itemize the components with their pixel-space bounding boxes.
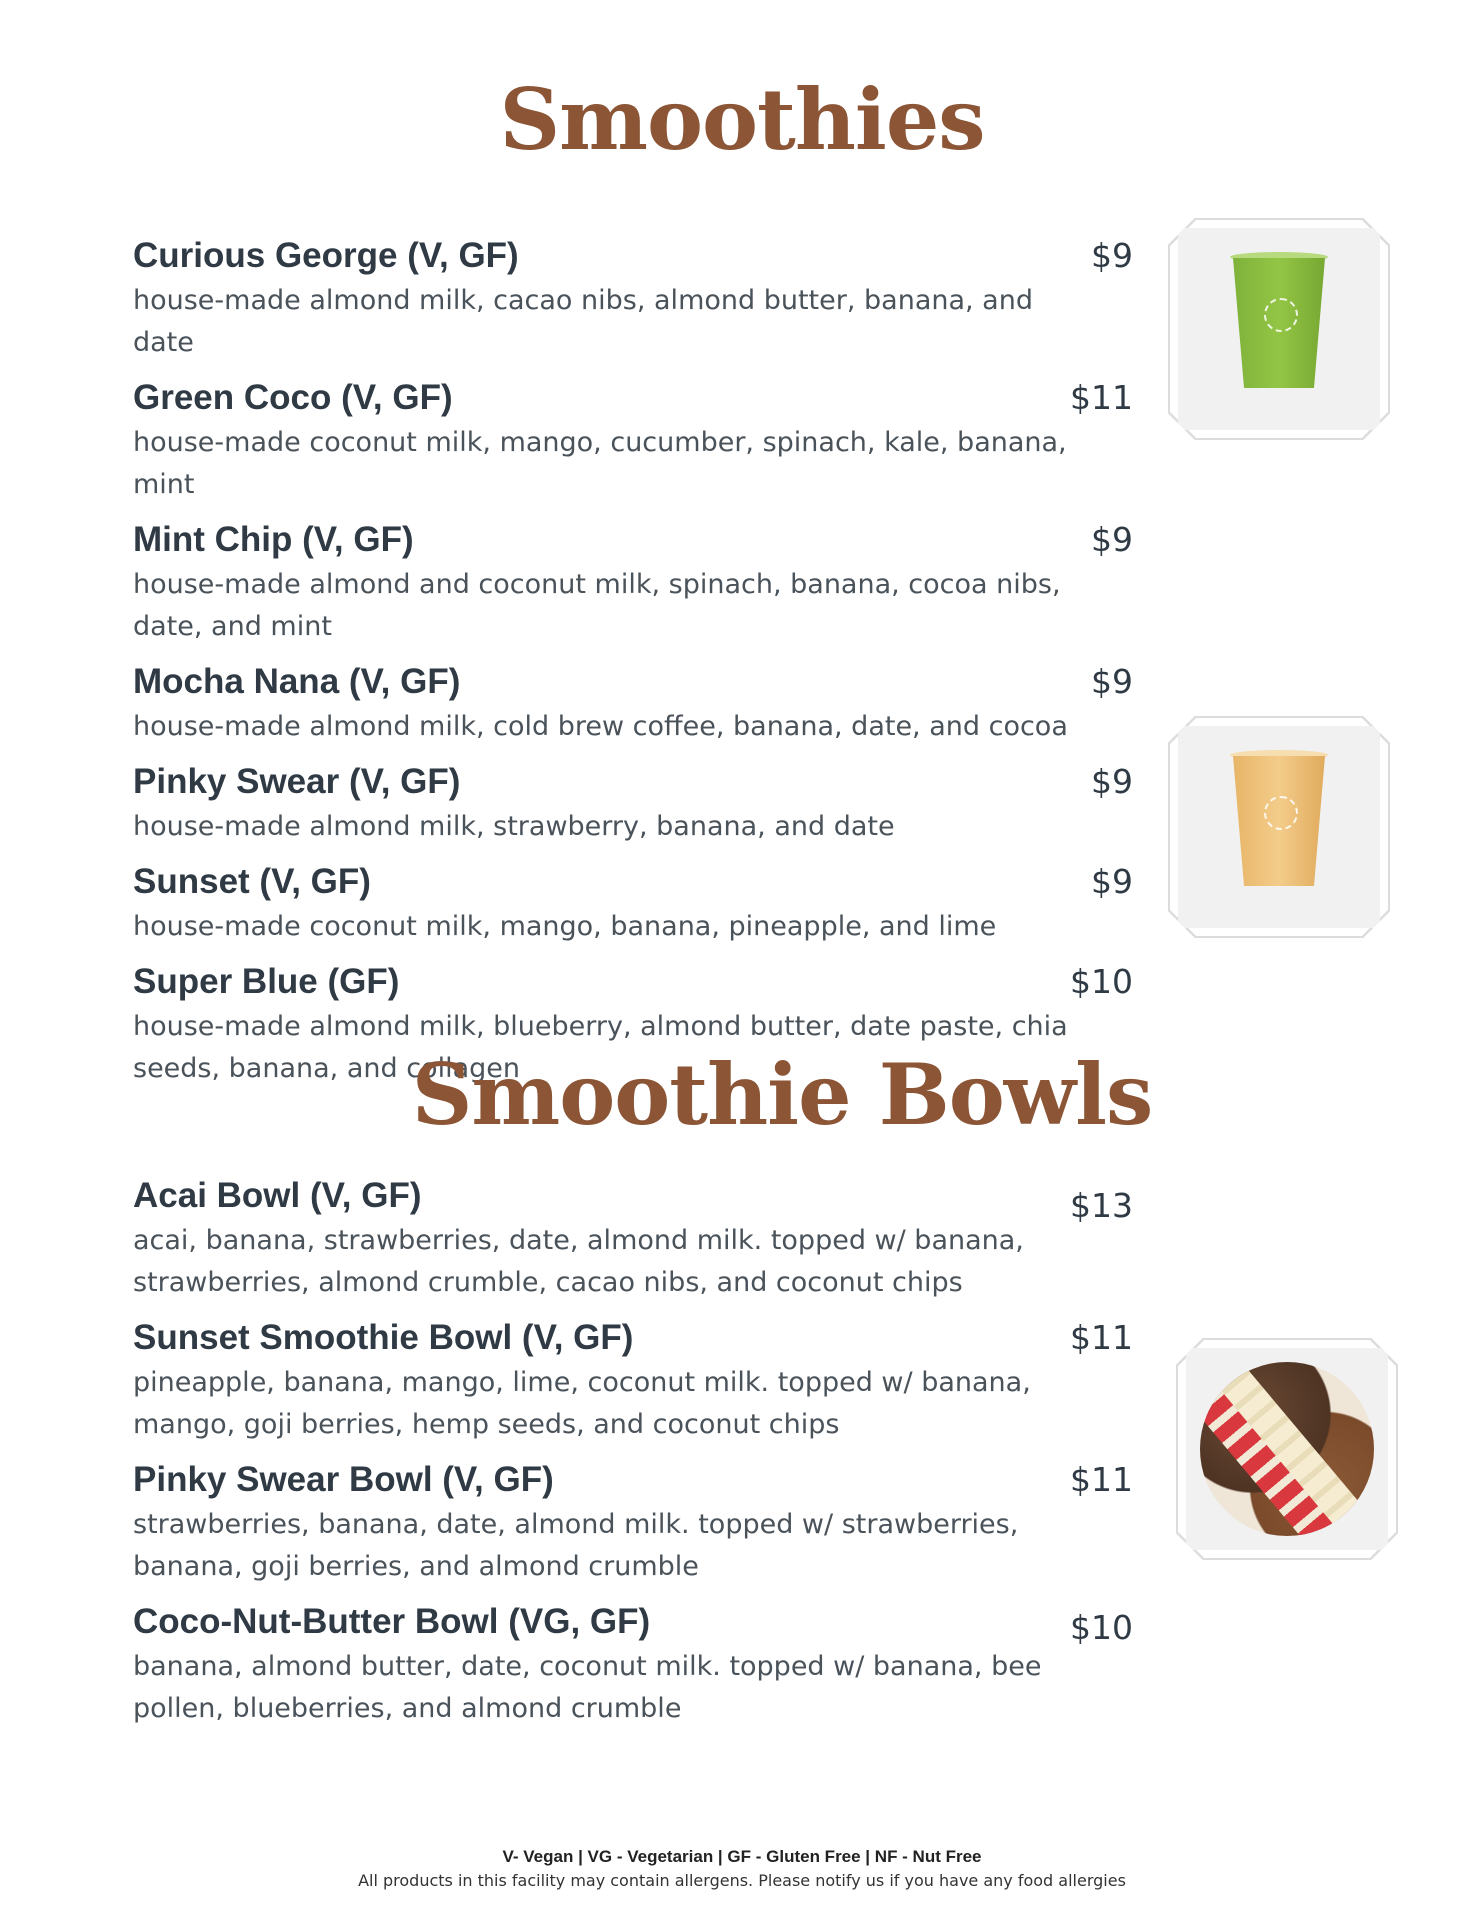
item-price: $9 bbox=[1091, 520, 1133, 559]
smoothie-bowls-title: Smoothie Bowls bbox=[411, 1045, 1153, 1144]
item-name: Green Coco (V, GF) bbox=[133, 378, 453, 417]
item-price: $11 bbox=[1070, 1318, 1133, 1357]
item-price: $10 bbox=[1070, 1608, 1133, 1647]
item-price: $13 bbox=[1070, 1186, 1133, 1225]
menu-item bbox=[133, 758, 1133, 848]
item-description: house-made almond milk, cold brew coffee, banana, date, and cocoa bbox=[133, 711, 1068, 742]
menu-item bbox=[133, 1456, 1133, 1588]
menu-item bbox=[133, 1314, 1133, 1446]
smoothie-bowl-photo bbox=[1176, 1338, 1398, 1560]
item-name: Mint Chip (V, GF) bbox=[133, 520, 414, 559]
item-description: house-made almond and coconut milk, spinach, banana, cocoa nibs, date, and mint bbox=[133, 569, 1061, 642]
sunset-smoothie-photo bbox=[1168, 716, 1390, 938]
item-price: $10 bbox=[1070, 962, 1133, 1001]
item-description: house-made almond milk, cacao nibs, almond butter, banana, and date bbox=[133, 285, 1033, 358]
menu-item bbox=[133, 658, 1133, 748]
item-name: Acai Bowl (V, GF) bbox=[133, 1176, 422, 1215]
item-description: banana, almond butter, date, coconut milk. topped w/ banana, bee pollen, blueberries, and almond crumble bbox=[133, 1651, 1042, 1724]
item-price: $11 bbox=[1070, 378, 1133, 417]
item-description: house-made coconut milk, mango, banana, pineapple, and lime bbox=[133, 911, 997, 942]
smoothie-bowl-icon bbox=[1200, 1362, 1374, 1536]
item-description: strawberries, banana, date, almond milk. topped w/ strawberries, banana, goji berries, and almond crumble bbox=[133, 1509, 1019, 1582]
smoothies-title: Smoothies bbox=[499, 70, 985, 169]
item-name: Pinky Swear Bowl (V, GF) bbox=[133, 1460, 554, 1499]
item-name: Curious George (V, GF) bbox=[133, 236, 519, 275]
menu-item bbox=[133, 374, 1133, 506]
item-description: pineapple, banana, mango, lime, coconut milk. topped w/ banana, mango, goji berries, hemp seeds, and coconut chips bbox=[133, 1367, 1031, 1440]
item-price: $11 bbox=[1070, 1460, 1133, 1499]
item-description: house-made almond milk, blueberry, almond butter, date paste, chia seeds, banana, and collagen bbox=[133, 1011, 1068, 1084]
smoothie-bowls-list bbox=[133, 1172, 1133, 1740]
item-description: acai, banana, strawberries, date, almond milk. topped w/ banana, strawberries, almond crumble, cacao nibs, and coconut chips bbox=[133, 1225, 1024, 1298]
smoothies-list bbox=[133, 232, 1133, 1100]
menu-item bbox=[133, 516, 1133, 648]
brand-logo-icon bbox=[1264, 298, 1298, 332]
item-name: Sunset (V, GF) bbox=[133, 862, 371, 901]
item-name: Coco-Nut-Butter Bowl (VG, GF) bbox=[133, 1602, 651, 1641]
menu-item bbox=[133, 1172, 1133, 1304]
green-smoothie-photo bbox=[1168, 218, 1390, 440]
allergen-notice: All products in this facility may contain allergens. Please notify us if you have any food allergies bbox=[358, 1871, 1126, 1890]
item-name: Sunset Smoothie Bowl (V, GF) bbox=[133, 1318, 634, 1357]
item-description: house-made coconut milk, mango, cucumber, spinach, kale, banana, mint bbox=[133, 427, 1067, 500]
item-description: house-made almond milk, strawberry, banana, and date bbox=[133, 811, 895, 842]
item-price: $9 bbox=[1091, 236, 1133, 275]
item-name: Mocha Nana (V, GF) bbox=[133, 662, 461, 701]
item-price: $9 bbox=[1091, 662, 1133, 701]
item-price: $9 bbox=[1091, 762, 1133, 801]
menu-item bbox=[133, 232, 1133, 364]
item-name: Super Blue (GF) bbox=[133, 962, 400, 1001]
item-price: $9 bbox=[1091, 862, 1133, 901]
menu-item bbox=[133, 858, 1133, 948]
brand-logo-icon bbox=[1264, 796, 1298, 830]
menu-item bbox=[133, 1598, 1133, 1730]
item-name: Pinky Swear (V, GF) bbox=[133, 762, 461, 801]
dietary-legend: V- Vegan | VG - Vegetarian | GF - Gluten Free | NF - Nut Free bbox=[502, 1847, 982, 1866]
